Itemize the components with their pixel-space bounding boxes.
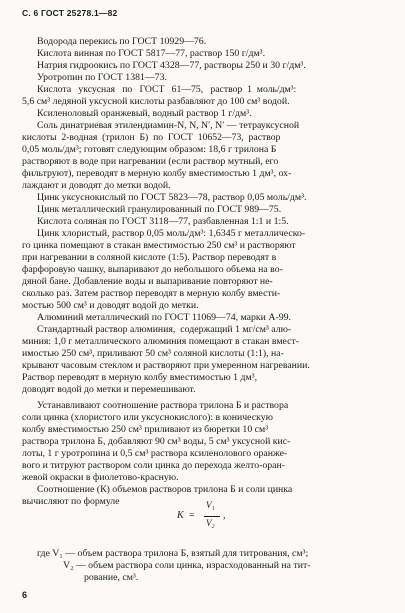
text-line: соли цинка (хлористого или уксуснокислого): в коническую (22, 412, 273, 423)
text-line: го цинка помещают в стакан вместимостью 250 см³ и растворяют (22, 240, 296, 251)
text-line: Ксиленоловый оранжевый, водный раствор 1 г/дм³. (37, 108, 252, 119)
text-line: 0,05 моль/дм³; готовят следующим образом: 18,6 г трилона Б (22, 144, 277, 155)
text-line: растворяют в воде при нагревании (если раствор мутный, его (22, 156, 279, 167)
text-line: рование, см³. (84, 572, 139, 583)
page-header: С. 6 ГОСТ 25278.1—82 (22, 8, 118, 18)
text-line: Уротропин по ГОСТ 1381—73. (37, 72, 167, 83)
text-line: Цинк металлический гранулированный по ГОСТ 989—75. (37, 204, 282, 215)
formula-comma: , (223, 510, 226, 521)
formula-symbol: K (177, 510, 184, 521)
text-line: жевой окраски в фиолетово-красную. (22, 472, 179, 483)
text-line: Цинк хлористый, раствор 0,05 моль/дм³: 1,6345 г металлическо- (37, 228, 306, 239)
formula-denominator: V₂ (206, 518, 215, 528)
text-line: сколько раз. Затем раствор переводят в мерную колбу вмести- (22, 288, 281, 299)
text-line: Кислота уксусная по ГОСТ 61—75, раствор 1 моль/дм³: (37, 84, 297, 95)
text-line: вычисляют по формуле (22, 496, 120, 507)
text-line: лоты, 1 г уротропина и 0,5 см³ раствора ксиленолового оранже- (22, 448, 288, 459)
text-line: V₂ — объем раствора соли цинка, израсходованный на тит- (63, 560, 311, 571)
text-line: Алюминий металлический по ГОСТ 11069—74, марки А-99. (37, 312, 291, 323)
text-line: Устанавливают соотношение раствора трилона Б и раствора (37, 400, 289, 411)
text-line: Цинк уксуснокислый по ГОСТ 5823—78, раствор 0,05 моль/дм³. (37, 192, 307, 203)
text-line: мостью 500 см³ и доводят водой до метки. (22, 300, 199, 311)
text-line: имостью 250 см³, приливают 50 см³ соляной кислоты (1:1), на- (22, 348, 284, 359)
text-line: Раствор переводят в мерную колбу вместимостью 1 дм³, (22, 372, 258, 383)
text-line: фарфоровую чашку, выпаривают до небольшого объема на во- (22, 264, 283, 275)
text-line: 5,6 см³ ледяной уксусной кислоты разбавляют до 100 см³ водой. (22, 96, 290, 107)
text-line: где V₁ — объем раствора трилона Б, взятый для титрования, см³; (37, 548, 309, 559)
text-line: Кислота соляная по ГОСТ 3118—77, разбавленная 1:1 и 1:5. (37, 216, 289, 227)
text-line: при нагревании в соляной кислоте (1:5). Раствор переводят в (22, 252, 277, 263)
text-line: Водорода перекись по ГОСТ 10929—76. (37, 36, 207, 47)
formula-equals: = (189, 510, 195, 521)
text-line: Натрия гидроокись по ГОСТ 4328—77, растворы 250 и 30 г/дм³. (37, 60, 306, 71)
text-line: кислоты 2-водная (трилон Б) по ГОСТ 10652—73, раствор (22, 132, 281, 143)
text-line: раствора трилона Б, добавляют 90 см³ воды, 5 см³ уксусной кис- (22, 436, 291, 447)
text-line: колбу вместимостью 250 см³ приливают из бюретки 10 см³ (22, 424, 269, 435)
text-line: доводят водой до метки и перемешивают. (22, 384, 196, 395)
text-line: вого и титруют раствором соли цинка до перехода желто-оран- (22, 460, 286, 471)
text-line: Стандартный раствор алюминия, содержащий 1 мг/см³ алю- (37, 324, 292, 335)
text-line: Кислота винная по ГОСТ 5817—77, раствор 150 г/дм³. (37, 48, 266, 59)
page-number: 6 (22, 590, 28, 600)
text-line: Соотношение (К) объемов растворов трилона Б и соли цинка (37, 484, 293, 495)
ratio-formula (177, 500, 237, 534)
text-line: лаждают и доводят до метки водой. (22, 180, 171, 191)
formula-numerator: V₁ (206, 500, 215, 510)
text-line: крывают часовым стеклом и растворяют при умеренном нагревании. (22, 360, 310, 371)
text-line: дяной бане. Добавление воды и выпаривание повторяют не- (22, 276, 273, 287)
fraction-bar (204, 516, 220, 517)
text-line: Соль динатриевая этилендиамин-N, N, N′, N′ — тетрауксусной (37, 120, 300, 131)
text-line: миния: 1,0 г металлического алюминия помещают в стакан вмест- (22, 336, 300, 347)
text-line: фильтруют), переводят в мерную колбу вместимостью 1 дм³, ох- (22, 168, 292, 179)
